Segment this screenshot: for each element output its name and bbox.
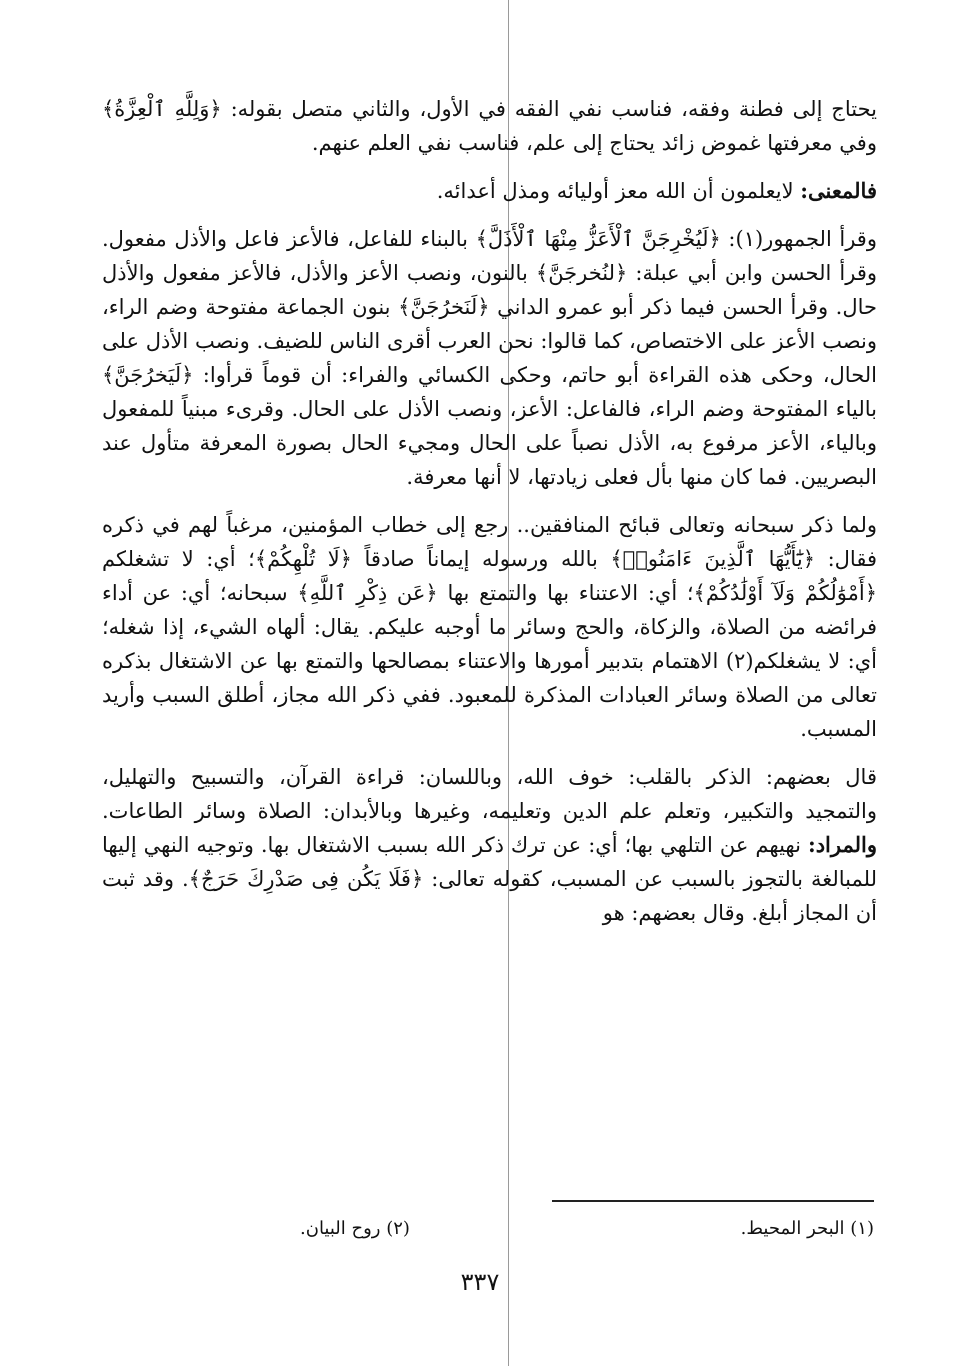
paragraph-text: قال بعضهم: الذكر بالقلب: خوف الله، وباللسان: قراءة القرآن، والتسبيح والتهليل، والتمجيد والتكبير، وتعلم علم الدين وتعليمه، وغيرها وبالأبدان: الصلاة وسائر الطاعات.: [102, 765, 877, 823]
paragraph-2: [102, 174, 877, 208]
paragraph-1: [102, 92, 877, 160]
footnotes: [300, 1215, 874, 1243]
paragraph-text: يحتاج إلى فطنة وفقه، فناسب نفي الفقه في الأول، والثاني متصل بقوله: ﴿وَلِلَّهِ ٱلْعِزَّةُ﴾ وفي معرفتها غموض زائد يحتاج إلى علم، فناسب نفي العلم عنهم.: [102, 97, 877, 155]
paragraph-text-continued: نهيهم عن التلهي بها؛ أي: عن ترك ذكر الله بسبب الاشتغال بها. وتوجيه النهي إليها للمبالغة بالتجوز بالسبب عن المسبب، كقوله تعالى: ﴿فَلَا يَكُن فِى صَدْرِكَ حَرَجٌ﴾. وقد ثبت أن المجاز أبلغ. وقال بعضهم: هو: [102, 833, 877, 925]
page-body: [102, 92, 877, 944]
paragraph-lead: والمراد:: [807, 832, 877, 857]
paragraph-5: [102, 760, 877, 930]
footnote-2: (٢) روح البيان.: [300, 1218, 410, 1239]
paragraph-3: [102, 222, 877, 494]
paragraph-text: وقرأ الجمهور(١): ﴿لَيُخْرِجَنَّ ٱلْأَعَزُّ مِنْهَا ٱلْأَذَلَّ﴾ بالبناء للفاعل، فالأعز فاعل والأذل مفعول. وقرأ الحسن وابن أبي عبلة: ﴿لنُخرجَنَّ﴾ بالنون، ونصب الأعز والأذل، فالأعز مفعول والأذل حال. وقرأ الحسن فيما ذكر أبو عمرو الداني ﴿لَنَخرُجَنَّ﴾ بنون الجماعة مفتوحة وضم الراء، ونصب الأعز على الاختصاص، كما قالوا: نحن العرب أقرى الناس للضيف. ونصب الأذل على الحال، وحكى هذه القراءة أبو حاتم، وحكى الكسائي والفراء: أن قوماً قرأوا: ﴿لَيَخرُجَنَّ﴾ بالياء المفتوحة وضم الراء، فالفاعل: الأعز، ونصب الأذل على الحال. وقرىء مبنياً للمفعول وبالياء، الأعز مرفوع به، الأذل نصباً على الحال ومجيء الحال بصورة المعرفة متأول عند البصريين. فما كان منها بأل فعلى زيادتها، لا أنها معرفة.: [102, 227, 877, 489]
paragraph-text: ولما ذكر سبحانه وتعالى قبائح المنافقين.. رجع إلى خطاب المؤمنين، مرغباً لهم في ذكره فقال: ﴿يَٰٓأَيُّهَا ٱلَّذِينَ ءَامَنُوا۟﴾ بالله ورسوله إيماناً صادقاً ﴿لَا تُلْهِكُمْ﴾؛ أي: لا تشغلكم ﴿أَمْوَٰلُكُمْ وَلَآ أَوْلَٰدُكُمْ﴾؛ أي: الاعتناء بها والتمتع بها ﴿عَن ذِكْرِ ٱللَّهِ﴾ سبحانه؛ أي: عن أداء فرائضه من الصلاة، والزكاة، والحج وسائر ما أوجبه عليكم. يقال: ألهاه الشيء، إذا شغله؛ أي: لا يشغلكم(٢) الاهتمام بتدبير أمورها والاعتناء بمصالحها والتمتع بها عن الاشتغال بذكره تعالى من الصلاة وسائر العبادات المذكرة للمعبود. ففي ذكر الله مجاز، أطلق السبب وأريد المسبب.: [102, 513, 878, 741]
footnote-1: (١) البحر المحيط.: [740, 1218, 874, 1239]
paragraph-lead: فالمعنى:: [800, 178, 877, 203]
paragraph-4: [102, 508, 877, 746]
page-number: ٣٣٧: [460, 1268, 500, 1296]
footnote-divider: [552, 1200, 874, 1202]
paragraph-text: لايعلمون أن الله معز أوليائه ومذل أعدائه.: [436, 179, 801, 203]
